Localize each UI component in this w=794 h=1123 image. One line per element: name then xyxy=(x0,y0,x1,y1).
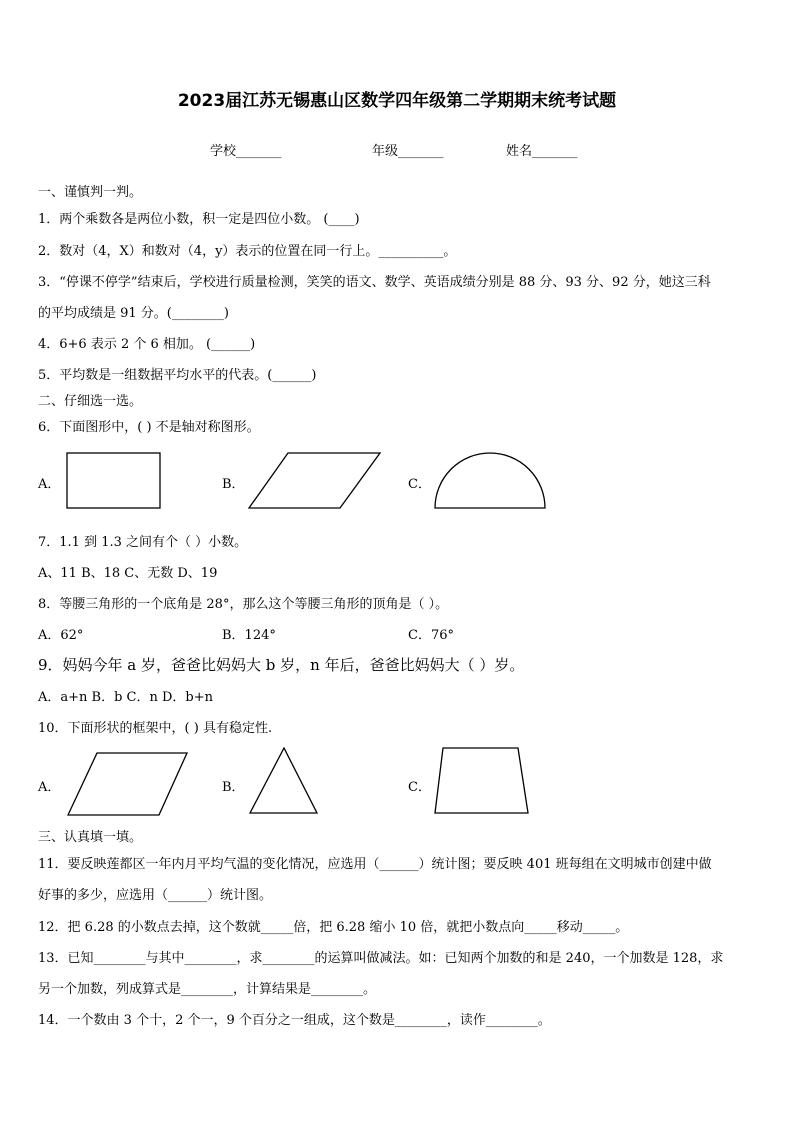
question-4: 4．6+6 表示 2 个 6 相加。 (______) xyxy=(38,337,256,352)
question-3-line-1: 3．“停课不停学”结束后，学校进行质量检测，笑笑的语文、数学、英语成绩分别是 88 分、93 分、92 分，她这三科 xyxy=(38,275,711,290)
trapezoid-frame xyxy=(434,747,530,815)
question-9: 9．妈妈今年 a 岁，爸爸比妈妈大 b 岁，n 年后，爸爸比妈妈大（ ）岁。 xyxy=(38,656,525,674)
question-11-line-1: 11．要反映莲都区一年内月平均气温的变化情况，应选用（______）统计图；要反映 401 班每组在文明城市创建中做 xyxy=(38,857,712,872)
q10-option-c-label: C． xyxy=(408,780,431,795)
question-7-options: A、11 B、18 C、无数 D、19 xyxy=(38,566,218,581)
triangle-frame xyxy=(249,747,319,815)
question-13-line-2: 另一个加数，列成算式是________，计算结果是________。 xyxy=(38,982,377,997)
section-2-heading: 二、仔细选一选。 xyxy=(38,394,143,409)
question-7: 7．1.1 到 1.3 之间有个（ ）小数。 xyxy=(38,535,248,550)
parallelogram-figure xyxy=(248,452,382,510)
semicircle-figure xyxy=(434,452,546,510)
rectangle-figure xyxy=(66,452,162,510)
question-6: 6．下面图形中，( ) 不是轴对称图形。 xyxy=(38,420,260,435)
question-9-options: A．a+n B．b C．n D．b+n xyxy=(38,690,214,705)
question-5: 5．平均数是一组数据平均水平的代表。(______) xyxy=(38,368,317,383)
q10-option-b-label: B． xyxy=(222,780,245,795)
page-title: 2023届江苏无锡惠山区数学四年级第二学期期末统考试题 xyxy=(177,91,617,111)
section-3-heading: 三、认真填一填。 xyxy=(38,830,143,845)
question-12: 12．把 6.28 的小数点去掉，这个数就_____倍，把 6.28 缩小 10 倍，就把小数点向_____移动_____。 xyxy=(38,920,629,935)
q8-option-b: B．124° xyxy=(222,628,276,643)
question-11-line-2: 好事的多少，应选用（______）统计图。 xyxy=(38,888,273,903)
q8-option-a: A．62° xyxy=(38,628,84,643)
question-1: 1．两个乘数各是两位小数，积一定是四位小数。 (____) xyxy=(38,212,360,227)
name-field[interactable]: 姓名_______ xyxy=(506,144,578,159)
question-13-line-1: 13．已知________与其中________，求________的运算叫做减法。如：已知两个加数的和是 240，一个加数是 128，求 xyxy=(38,951,724,966)
school-field[interactable]: 学校_______ xyxy=(210,144,282,159)
q6-option-b-label: B． xyxy=(222,477,245,492)
question-10: 10．下面形状的框架中，( ) 具有稳定性. xyxy=(38,721,273,736)
question-2: 2．数对（4，X）和数对（4，y）表示的位置在同一行上。__________。 xyxy=(38,244,457,259)
question-3-line-2: 的平均成绩是 91 分。(________) xyxy=(38,306,229,321)
q8-option-c: C．76° xyxy=(408,628,454,643)
question-14: 14．一个数由 3 个十，2 个一，9 个百分之一组成，这个数是________，读作________。 xyxy=(38,1013,551,1028)
q10-option-a-label: A． xyxy=(38,780,61,795)
grade-field[interactable]: 年级_______ xyxy=(372,144,444,159)
question-8: 8．等腰三角形的一个底角是 28°，那么这个等腰三角形的顶角是（ ）。 xyxy=(38,597,449,612)
q6-option-a-label: A． xyxy=(38,477,61,492)
parallelogram-frame xyxy=(67,751,189,817)
q6-option-c-label: C． xyxy=(408,477,431,492)
section-1-heading: 一、谨慎判一判。 xyxy=(38,185,143,200)
